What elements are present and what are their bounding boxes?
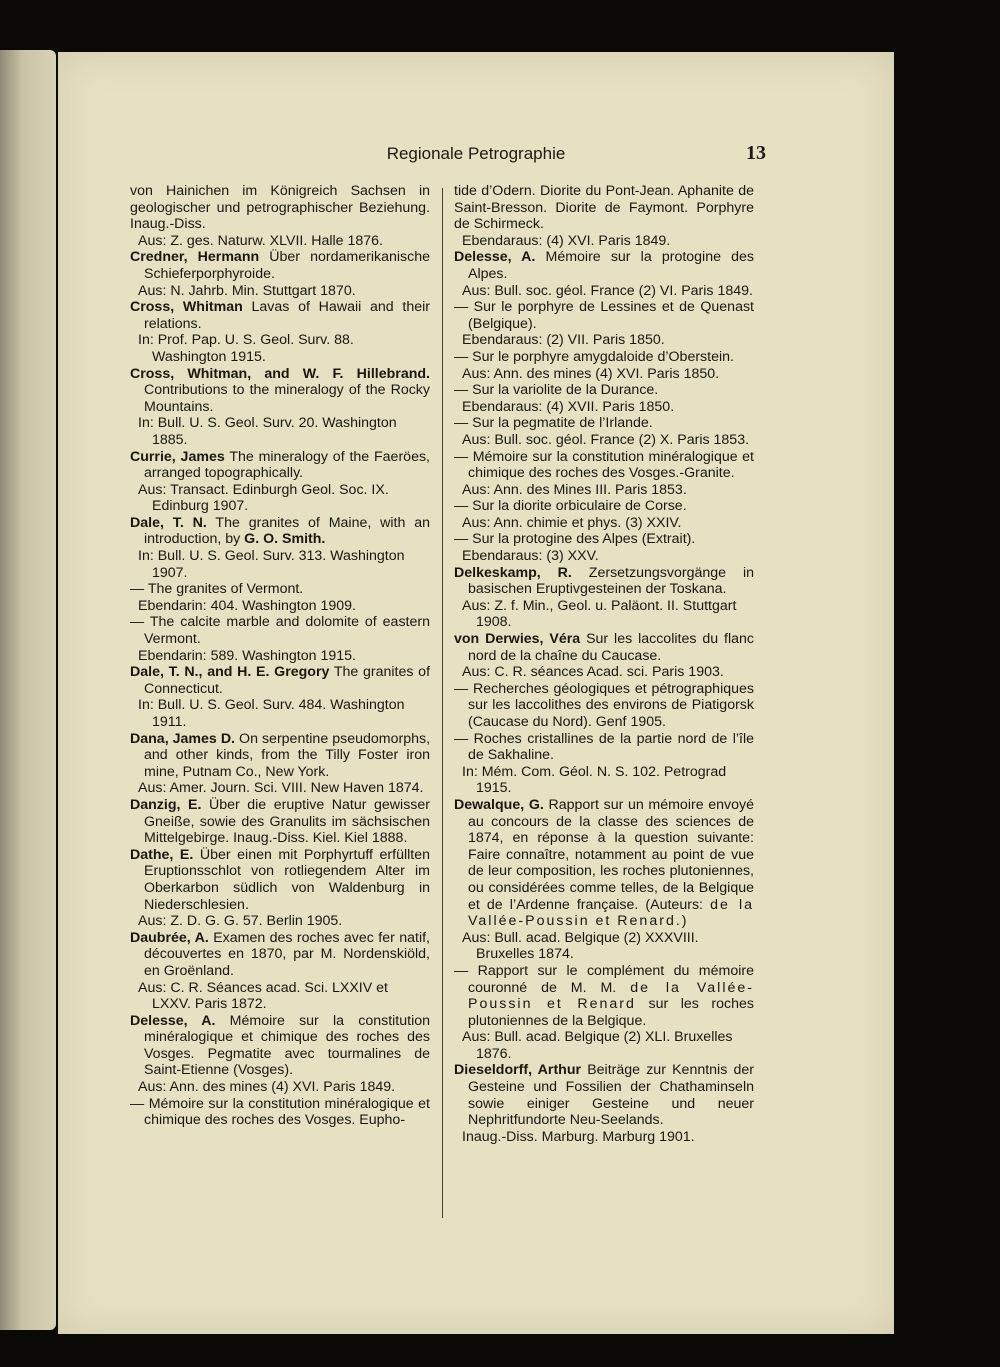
repeat-dash: — bbox=[454, 382, 473, 399]
entry-title-line bbox=[454, 681, 754, 731]
bibliography-entry bbox=[454, 681, 754, 731]
entry-title-line bbox=[454, 631, 754, 664]
entry-title: Recherches géologiques et pétrographiques sur les laccolithes des environs de Piatigorsk (Caucase du Nord). Genf 1905. bbox=[468, 680, 754, 730]
entry-source: Aus: C. R. séances Acad. sci. Paris 1903. bbox=[462, 664, 724, 681]
bibliography-entry bbox=[130, 581, 430, 614]
entry-title-line bbox=[130, 366, 430, 416]
entry-source: In: Bull. U. S. Geol. Surv. 484. Washington 1911. bbox=[138, 697, 405, 730]
repeat-dash: — bbox=[130, 614, 150, 631]
entry-author: Credner, Hermann bbox=[130, 249, 260, 266]
bibliography-entry bbox=[454, 299, 754, 349]
entry-title: Sur le porphyre de Lessines et de Quenast (Belgique). bbox=[468, 299, 754, 332]
entry-source: Aus: Z. f. Min., Geol. u. Paläont. II. Stuttgart 1908. bbox=[462, 597, 737, 631]
entry-author: Dathe, E. bbox=[130, 846, 194, 863]
entry-source: Aus: Ann. chimie et phys. (3) XXIV. bbox=[462, 514, 682, 531]
entry-title-line bbox=[130, 183, 430, 233]
bibliography-entry bbox=[130, 731, 430, 797]
entry-source: Ebendaraus: (2) VII. Paris 1850. bbox=[462, 332, 665, 349]
entry-author: Daubrée, A. bbox=[130, 929, 209, 946]
repeat-dash: — bbox=[454, 962, 478, 979]
entry-title-end: ) bbox=[681, 913, 687, 930]
entry-author: Delesse, A. bbox=[130, 1012, 216, 1029]
entry-title-line bbox=[454, 349, 754, 366]
entry-title-spaced: de la Vallée-Poussin et Renard. bbox=[468, 896, 754, 930]
entry-title: von Hainichen im Königreich Sachsen in geologischer und petrographischer Beziehung. Inaug.-Diss. bbox=[130, 183, 430, 233]
entry-title: Mémoire sur la protogine des Alpes. bbox=[468, 249, 754, 282]
entry-author: Dale, T. N., and H. E. Gregory bbox=[130, 664, 330, 681]
entry-title-line bbox=[130, 449, 430, 482]
entry-title-line bbox=[130, 664, 430, 697]
entry-title-spaced: de la Vallée-Poussin et Renard bbox=[468, 979, 754, 1013]
entry-title: The granites of Maine, with an introduction, by bbox=[144, 514, 430, 548]
entry-source: Aus: Ann. des Mines III. Paris 1853. bbox=[462, 481, 687, 498]
book-page bbox=[58, 52, 894, 1334]
repeat-dash: — bbox=[130, 581, 148, 598]
entry-title: Sur les laccolites du flanc nord de la chaîne du Caucase. bbox=[468, 631, 754, 664]
entry-author: Dieseldorff, Arthur bbox=[454, 1062, 582, 1079]
repeat-dash: — bbox=[454, 531, 473, 548]
entry-author: Dewalque, G. bbox=[454, 796, 544, 813]
repeat-dash: — bbox=[454, 498, 473, 515]
bibliography-entry bbox=[454, 531, 754, 564]
entry-author: Currie, James bbox=[130, 448, 225, 465]
repeat-dash: — bbox=[454, 730, 474, 747]
bibliography-entry bbox=[454, 631, 754, 681]
bibliography-entry bbox=[454, 382, 754, 415]
entry-source: Ebendarin: 404. Washington 1909. bbox=[138, 597, 356, 614]
entry-title: Mémoire sur la constitution minéralogique et chimique des roches des Vosges. Eupho- bbox=[144, 1095, 430, 1129]
repeat-dash: — bbox=[454, 299, 474, 316]
entry-source: Aus: Bull. acad. Belgique (2) XXXVIII. Bruxelles 1874. bbox=[462, 929, 699, 963]
repeat-dash: — bbox=[454, 448, 473, 465]
bibliography-entry bbox=[130, 366, 430, 449]
entry-author: Dana, James D. bbox=[130, 730, 236, 747]
bibliography-entry bbox=[130, 614, 430, 664]
entry-source: In: Prof. Pap. U. S. Geol. Surv. 88. Washington 1915. bbox=[138, 332, 354, 365]
entry-title-line bbox=[130, 1096, 430, 1129]
bibliography-entry bbox=[130, 449, 430, 515]
entry-title: Mémoire sur la constitution minéralogique et chimique des roches des Vosges. Pegmatite avec tourmalines de Saint-Etienne (Vosges). bbox=[144, 1012, 430, 1079]
entry-title-line bbox=[130, 731, 430, 781]
entry-title: Sur le porphyre amygdaloide d’Oberstein. bbox=[472, 348, 734, 365]
entry-source: In: Bull. U. S. Geol. Surv. 313. Washington 1907. bbox=[138, 548, 405, 581]
entry-source: Ebendaraus: (4) XVI. Paris 1849. bbox=[462, 232, 671, 249]
bibliography-entry bbox=[130, 930, 430, 1013]
entry-title: The calcite marble and dolomite of eastern Vermont. bbox=[144, 614, 430, 648]
entry-title: Roches cristallines de la partie nord de l’île de Sakhaline. bbox=[468, 730, 754, 764]
bibliography-entry bbox=[454, 1062, 754, 1145]
page-number: 13 bbox=[746, 142, 766, 164]
entry-title: Lavas of Hawaii and their relations. bbox=[144, 299, 430, 332]
entry-author: Cross, Whitman bbox=[130, 299, 243, 316]
bibliography-entry bbox=[130, 797, 430, 847]
page-header bbox=[58, 144, 894, 168]
bibliography-entry bbox=[130, 847, 430, 930]
bibliography-entry bbox=[454, 963, 754, 1063]
entry-title: Mémoire sur la constitution minéralogique et chimique des roches des Vosges.-Granite. bbox=[468, 448, 754, 482]
entry-title-line bbox=[454, 415, 754, 432]
entry-source: Ebendaraus: (4) XVII. Paris 1850. bbox=[462, 398, 675, 415]
repeat-dash: — bbox=[454, 415, 473, 432]
entry-source: In: Bull. U. S. Geol. Surv. 20. Washington 1885. bbox=[138, 415, 397, 448]
entry-title-line bbox=[130, 930, 430, 980]
entry-source: Ebendaraus: (3) XXV. bbox=[462, 548, 599, 565]
entry-title: The granites of Vermont. bbox=[147, 581, 304, 598]
entry-title: Rapport sur le complément du mémoire couronné de M. M. bbox=[468, 962, 754, 996]
right-column bbox=[454, 183, 754, 1145]
adjacent-page-edge bbox=[0, 50, 56, 1330]
repeat-dash: — bbox=[454, 680, 473, 697]
entry-title: Sur la pegmatite de l’Irlande. bbox=[472, 415, 653, 432]
entry-title: On serpentine pseudomorphs, and other kinds, from the Tilly Foster iron mine, Putnam Co., New York. bbox=[144, 730, 431, 780]
bibliography-entry bbox=[130, 664, 430, 730]
bibliography-entry bbox=[130, 1096, 430, 1129]
entry-author: Danzig, E. bbox=[130, 796, 202, 813]
repeat-dash: — bbox=[130, 1095, 149, 1112]
entry-source: Aus: Bull. soc. géol. France (2) VI. Paris 1849. bbox=[462, 282, 753, 299]
bibliography-entry bbox=[454, 415, 754, 448]
entry-source: Aus: C. R. Séances acad. Sci. LXXIV et LXXV. Paris 1872. bbox=[138, 979, 388, 1013]
entry-title: Rapport sur un mémoire envoyé au concours de la classe des sciences de 1874, en réponse à la question suivante: Faire connaître, notamment au point de vue de leur composition, les roches plutoniennes, ou considérées comme telles, de la Belgique et de l’Ardenne française. (Auteurs: bbox=[468, 796, 754, 913]
entry-source: Aus: Ann. des mines (4) XVI. Paris 1850. bbox=[462, 365, 720, 382]
bibliography-entry bbox=[130, 183, 430, 249]
entry-source: Aus: N. Jahrb. Min. Stuttgart 1870. bbox=[138, 282, 356, 299]
entry-author: Cross, Whitman, and W. F. Hillebrand. bbox=[130, 365, 430, 382]
bibliography-entry bbox=[454, 797, 754, 963]
entry-title: tide d’Odern. Diorite du Pont-Jean. Aphanite de Saint-Bresson. Diorite de Faymont. Porphyre de Schirmeck. bbox=[454, 183, 754, 233]
entry-title-line bbox=[130, 249, 430, 282]
entry-title: Sur la protogine des Alpes (Extrait). bbox=[472, 531, 696, 548]
entry-title-line bbox=[454, 498, 754, 515]
entry-source: Aus: Bull. soc. géol. France (2) X. Paris 1853. bbox=[462, 431, 750, 448]
entry-author: von Derwies, Véra bbox=[454, 631, 581, 648]
entry-title-line bbox=[454, 797, 754, 930]
bibliography-entry bbox=[130, 249, 430, 299]
entry-title: The granites of Connecticut. bbox=[144, 664, 431, 697]
entry-source: Aus: Ann. des mines (4) XVI. Paris 1849. bbox=[138, 1079, 396, 1096]
entry-title-line bbox=[130, 581, 430, 598]
entry-source: Aus: Z. ges. Naturw. XLVII. Halle 1876. bbox=[138, 232, 383, 249]
entry-title: Beiträge zur Kenntnis der Gesteine und Fossilien der Chathaminseln sowie einiger Gesteine und neuer Nephritfundorte Neu-Seelands. bbox=[468, 1062, 754, 1129]
entry-source: Aus: Z. D. G. G. 57. Berlin 1905. bbox=[138, 913, 343, 930]
entry-title-line bbox=[130, 515, 430, 548]
bibliography-entry bbox=[454, 449, 754, 499]
entry-title: Über die eruptive Natur gewisser Gneiße, sowie des Granulits im sächsischen Mittelgebirge. Inaug.-Diss. Kiel. Kiel 1888. bbox=[144, 796, 430, 847]
running-title: Regionale Petrographie bbox=[386, 144, 566, 163]
entry-title-line bbox=[454, 382, 754, 399]
entry-author: Delkeskamp, R. bbox=[454, 564, 572, 581]
entry-title: The mineralogy of the Faeröes, arranged topographically. bbox=[144, 448, 430, 482]
entry-title-line bbox=[130, 797, 430, 847]
entry-title: Über nordamerikanische Schieferporphyroide. bbox=[144, 249, 431, 282]
entry-title-line bbox=[454, 183, 754, 233]
entry-title-line bbox=[454, 531, 754, 548]
column-divider bbox=[442, 188, 443, 1218]
entry-title-bold: G. O. Smith. bbox=[244, 531, 326, 548]
entry-title-line bbox=[454, 731, 754, 764]
entry-source: Aus: Bull. acad. Belgique (2) XLI. Bruxelles 1876. bbox=[462, 1029, 733, 1062]
bibliography-entry bbox=[130, 515, 430, 581]
entry-title-line bbox=[454, 299, 754, 332]
entry-source: In: Mém. Com. Géol. N. S. 102. Petrograd 1915. bbox=[462, 763, 727, 797]
bibliography-entry bbox=[454, 349, 754, 382]
bibliography-entry bbox=[454, 565, 754, 631]
entry-title-line bbox=[454, 449, 754, 482]
entry-source: Inaug.-Diss. Marburg. Marburg 1901. bbox=[462, 1128, 695, 1145]
bibliography-entry bbox=[130, 1013, 430, 1096]
bibliography-entry bbox=[454, 183, 754, 249]
entry-title-line bbox=[130, 299, 430, 332]
left-column bbox=[130, 183, 430, 1129]
entry-title-line bbox=[130, 847, 430, 913]
entry-title: Zersetzungsvorgänge in basischen Eruptivgesteinen der Toskana. bbox=[468, 564, 754, 598]
entry-title-line bbox=[454, 565, 754, 598]
entry-title-line bbox=[454, 1062, 754, 1128]
entry-title-line bbox=[130, 1013, 430, 1079]
entry-source: Aus: Transact. Edinburgh Geol. Soc. IX. Edinburg 1907. bbox=[138, 481, 389, 515]
entry-title: Über einen mit Porphyrtuff erfüllten Eruptionsschlot von rotliegendem Alter im Oberkarbon südlich von Waldenburg in Niederschlesien. bbox=[144, 846, 430, 913]
bibliography-entry bbox=[130, 299, 430, 365]
entry-source: Ebendarin: 589. Washington 1915. bbox=[138, 647, 356, 664]
entry-title-end: sur les roches plutoniennes de la Belgique. bbox=[468, 996, 754, 1029]
entry-title: Sur la diorite orbiculaire de Corse. bbox=[472, 498, 687, 515]
entry-title: Examen des roches avec fer natif, découvertes en 1870, par M. Nordenskiöld, en Groënland. bbox=[144, 929, 430, 979]
entry-title-line bbox=[454, 963, 754, 1029]
entry-title-line bbox=[130, 614, 430, 647]
entry-author: Delesse, A. bbox=[454, 249, 536, 266]
entry-title-line bbox=[454, 249, 754, 282]
entry-title: Contributions to the mineralogy of the Rocky Mountains. bbox=[144, 382, 430, 415]
repeat-dash: — bbox=[454, 348, 473, 365]
entry-author: Dale, T. N. bbox=[130, 514, 207, 531]
bibliography-entry bbox=[454, 498, 754, 531]
bibliography-entry bbox=[454, 249, 754, 299]
bibliography-entry bbox=[454, 731, 754, 797]
entry-source: Aus: Amer. Journ. Sci. VIII. New Haven 1874. bbox=[138, 780, 424, 797]
entry-title: Sur la variolite de la Durance. bbox=[472, 382, 659, 399]
